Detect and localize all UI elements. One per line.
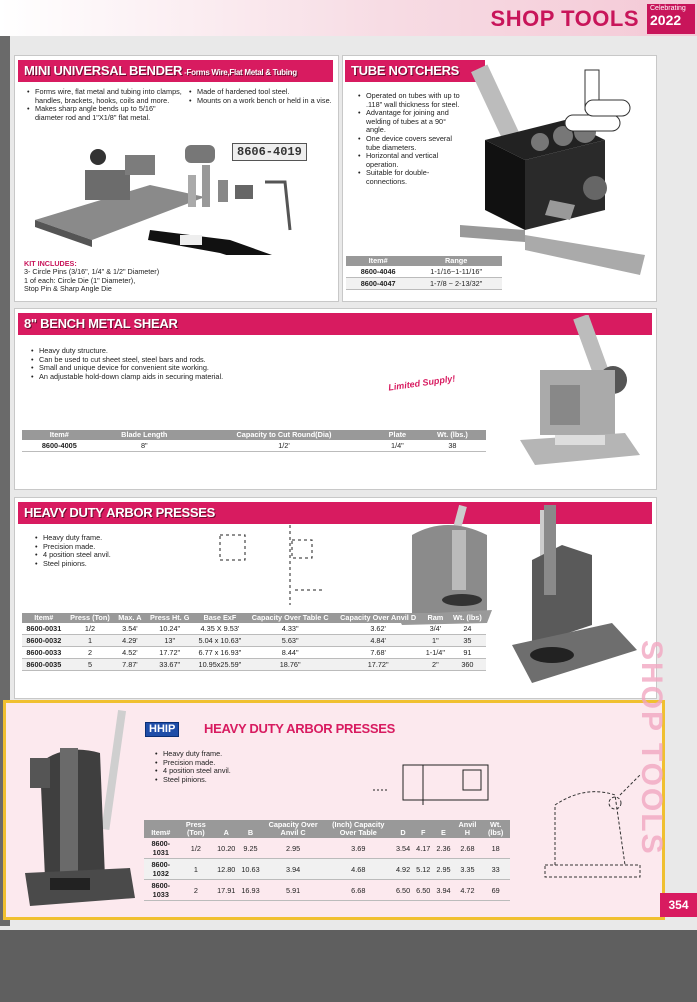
table-cell: 10.20 xyxy=(214,838,238,859)
table-cell: 8600-0033 xyxy=(22,647,66,659)
table-header: B xyxy=(238,820,262,838)
table-cell: 13" xyxy=(146,635,194,647)
list-item: • Mounts on a work bench or held in a vise. xyxy=(197,97,332,106)
table-header: E xyxy=(433,820,453,838)
list-item: • One device covers several tube diameters. xyxy=(366,135,466,152)
table-cell: 2" xyxy=(422,659,449,671)
bender-bullets-left xyxy=(26,88,185,122)
table-cell: 16.93 xyxy=(238,880,262,901)
table-cell: 10.63 xyxy=(238,859,262,880)
table-cell: 2.95 xyxy=(433,859,453,880)
side-watermark-text: SHOP TOOLS xyxy=(635,640,668,856)
arbor1-diagram xyxy=(200,520,340,610)
table-header: Wt. (lbs.) xyxy=(419,430,486,440)
header-title: SHOP TOOLS xyxy=(490,6,639,31)
arbor1-table xyxy=(22,613,486,671)
table-cell: 8600-4047 xyxy=(346,278,410,290)
list-item: • Heavy duty frame. xyxy=(163,750,313,759)
table-header: (Inch) Capacity Over Table xyxy=(324,820,393,838)
table-cell: 8600-0035 xyxy=(22,659,66,671)
table-cell: 6.50 xyxy=(393,880,413,901)
bender-product-image xyxy=(30,135,325,255)
table-cell: 35 xyxy=(449,635,486,647)
table-cell: 33.67" xyxy=(146,659,194,671)
list-item: • Small and unique device for convenient site working. xyxy=(39,364,369,373)
table-header: Capacity Over Anvil D xyxy=(334,613,421,623)
table-cell: 1-1/16~1-11/16" xyxy=(410,266,502,278)
list-item: • Suitable for double-connections. xyxy=(366,169,466,186)
table-header: A xyxy=(214,820,238,838)
table-header: F xyxy=(413,820,433,838)
arbor1-title: HEAVY DUTY ARBOR PRESSES xyxy=(24,505,215,520)
list-item: • An adjustable hold-down clamp aids in securing material. xyxy=(39,373,369,382)
table-cell: 360 xyxy=(449,659,486,671)
table-cell: 4.29' xyxy=(114,635,145,647)
table-header-row xyxy=(22,430,486,440)
table-header: Anvil H xyxy=(454,820,482,838)
table-header: Press (Ton) xyxy=(178,820,215,838)
table-cell: 1 xyxy=(178,859,215,880)
list-item: • 4 position steel anvil. xyxy=(163,767,313,776)
table-header: Plate xyxy=(376,430,419,440)
table-header: Max. A xyxy=(114,613,145,623)
list-item: • Steel pinions. xyxy=(43,560,193,569)
table-header-row xyxy=(22,613,486,623)
table-header: Wt. (lbs) xyxy=(449,613,486,623)
table-cell: 1 xyxy=(66,635,115,647)
shear-bullets xyxy=(30,347,369,381)
table-cell: 5 xyxy=(66,659,115,671)
table-header: D xyxy=(393,820,413,838)
list-item: • Heavy duty frame. xyxy=(43,534,193,543)
table-cell: 17.72" xyxy=(146,647,194,659)
table-header: Blade Length xyxy=(97,430,192,440)
table-row xyxy=(22,647,486,659)
table-cell: 7.68' xyxy=(334,647,421,659)
table-header: Ram xyxy=(422,613,449,623)
table-header: Item# xyxy=(22,430,97,440)
table-cell: 17.72" xyxy=(334,659,421,671)
table-cell: 1-7/8 ~ 2-13/32" xyxy=(410,278,502,290)
table-cell: 3.54 xyxy=(393,838,413,859)
table-cell: 8600-1033 xyxy=(144,880,178,901)
table-cell: 8600-4005 xyxy=(22,440,97,452)
table-row xyxy=(22,659,486,671)
table-cell: 1" xyxy=(422,635,449,647)
table-cell: 8600-0032 xyxy=(22,635,66,647)
table-header: Wt. (lbs) xyxy=(481,820,510,838)
table-cell: 8600-1031 xyxy=(144,838,178,859)
list-item: • 4 position steel anvil. xyxy=(43,551,193,560)
list-item: • Made of hardened tool steel. xyxy=(197,88,332,97)
list-item: • Advantage for joining and welding of tubes at a 90° angle. xyxy=(366,109,466,135)
table-header: Range xyxy=(410,256,502,266)
table-cell: 4.72 xyxy=(454,880,482,901)
table-header: Capacity Over Anvil C xyxy=(263,820,324,838)
arbor1-bullets xyxy=(34,534,193,568)
kit-line: 1 of each: Circle Die (1" Diameter), xyxy=(24,275,136,285)
table-cell: 5.91 xyxy=(263,880,324,901)
table-row xyxy=(22,635,486,647)
table-header: Capacity Over Table C xyxy=(246,613,334,623)
kit-line: 3- Circle Pins (3/16", 1/4" & 1/2" Diameter) xyxy=(24,267,160,277)
bender-title-bar xyxy=(18,60,333,82)
table-cell: 8" xyxy=(97,440,192,452)
badge-year: 2022 xyxy=(650,12,682,28)
table-cell: 12.80 xyxy=(214,859,238,880)
table-header: Item# xyxy=(346,256,410,266)
table-header: Press Ht. G xyxy=(146,613,194,623)
page-header xyxy=(0,0,697,36)
anniversary-badge xyxy=(647,4,695,34)
kit-line: Stop Pin & Sharp Angle Die xyxy=(24,284,112,294)
table-cell: 5.12 xyxy=(413,859,433,880)
shear-title: 8" BENCH METAL SHEAR xyxy=(24,316,178,331)
shear-table xyxy=(22,430,486,452)
table-header: Capacity to Cut Round(Dia) xyxy=(192,430,376,440)
table-cell: 18 xyxy=(481,838,510,859)
list-item: • Heavy duty structure. xyxy=(39,347,369,356)
table-cell: 5.04 x 10.63" xyxy=(194,635,246,647)
table-header: Press (Ton) xyxy=(66,613,115,623)
table-cell: 10.95x25.59" xyxy=(194,659,246,671)
table-cell: 4.35 X 9.53' xyxy=(194,623,246,635)
table-cell: 8600-0031 xyxy=(22,623,66,635)
page-number: 354 xyxy=(660,893,697,917)
table-cell: 4.17 xyxy=(413,838,433,859)
table-row xyxy=(346,278,502,290)
shear-product-image xyxy=(515,315,650,480)
table-cell: 10.24" xyxy=(146,623,194,635)
table-cell: 3/4' xyxy=(422,623,449,635)
table-cell: 8.44" xyxy=(246,647,334,659)
list-item: • Precision made. xyxy=(43,543,193,552)
bender-model-number: 8606-4019 xyxy=(232,143,307,161)
table-cell: 1-1/4" xyxy=(422,647,449,659)
table-cell: 1/2 xyxy=(178,838,215,859)
limited-supply-label: Limited Supply! xyxy=(387,373,456,393)
table-cell: 3.69 xyxy=(324,838,393,859)
table-cell: 18.76" xyxy=(246,659,334,671)
table-cell: 3.54' xyxy=(114,623,145,635)
table-cell: 2 xyxy=(178,880,215,901)
list-item: • Can be used to cut sheet steel, steel bars and rods. xyxy=(39,356,369,365)
table-cell: 4.84' xyxy=(334,635,421,647)
table-cell: 69 xyxy=(481,880,510,901)
table-cell: 17.91 xyxy=(214,880,238,901)
table-cell: 1/2 xyxy=(66,623,115,635)
arbor2-title: HEAVY DUTY ARBOR PRESSES xyxy=(204,721,395,736)
hhip-logo: HHIP xyxy=(145,722,179,737)
notchers-title: TUBE NOTCHERS xyxy=(351,63,460,78)
table-cell: 3.94 xyxy=(433,880,453,901)
table-cell: 91 xyxy=(449,647,486,659)
list-item: • Makes sharp angle bends up to 5/16" diameter rod and 1"X1/8" flat metal. xyxy=(35,105,185,122)
table-cell: 4.52' xyxy=(114,647,145,659)
bender-subtitle: -Forms Wire,Flat Metal & Tubing xyxy=(184,68,297,77)
list-item: • Forms wire, flat metal and tubing into clamps, handles, brackets, hooks, coils and more. xyxy=(35,88,185,105)
table-cell: 6.68 xyxy=(324,880,393,901)
table-cell: 3.94 xyxy=(263,859,324,880)
table-header: Item# xyxy=(144,820,178,838)
table-row xyxy=(346,266,502,278)
table-cell: 2 xyxy=(66,647,115,659)
notchers-table xyxy=(346,256,502,290)
table-cell: 4.33" xyxy=(246,623,334,635)
table-header-row xyxy=(346,256,502,266)
table-header: Item# xyxy=(22,613,66,623)
table-cell: 2.95 xyxy=(263,838,324,859)
table-cell: 3.35 xyxy=(454,859,482,880)
table-cell: 3.62' xyxy=(334,623,421,635)
kit-title: KIT INCLUDES: xyxy=(24,259,77,268)
table-cell: 24 xyxy=(449,623,486,635)
table-cell: 5.63" xyxy=(246,635,334,647)
selection-highlight-box xyxy=(3,700,665,920)
table-cell: 2.36 xyxy=(433,838,453,859)
table-cell: 7.87' xyxy=(114,659,145,671)
table-cell: 2.68 xyxy=(454,838,482,859)
list-item: • Precision made. xyxy=(163,759,313,768)
table-row xyxy=(22,440,486,452)
bender-bullets-right xyxy=(188,88,332,105)
list-item: • Horizontal and vertical operation. xyxy=(366,152,466,169)
table-cell: 38 xyxy=(419,440,486,452)
table-cell: 6.77 x 16.93" xyxy=(194,647,246,659)
bender-kit xyxy=(24,260,244,294)
table-cell: 9.25 xyxy=(238,838,262,859)
table-header: Base ExF xyxy=(194,613,246,623)
table-cell: 8600-4046 xyxy=(346,266,410,278)
list-item: • Operated on tubes with up to .118" wall thickness for steel. xyxy=(366,92,466,109)
table-cell: 33 xyxy=(481,859,510,880)
table-cell: 8600-1032 xyxy=(144,859,178,880)
bender-title: MINI UNIVERSAL BENDER xyxy=(24,63,183,78)
table-cell: 1/2' xyxy=(192,440,376,452)
table-row xyxy=(22,623,486,635)
table-cell: 1/4" xyxy=(376,440,419,452)
table-cell: 4.92 xyxy=(393,859,413,880)
table-cell: 4.68 xyxy=(324,859,393,880)
badge-line1: Celebrating xyxy=(650,5,686,12)
list-item: • Steel pinions. xyxy=(163,776,313,785)
table-cell: 6.50 xyxy=(413,880,433,901)
